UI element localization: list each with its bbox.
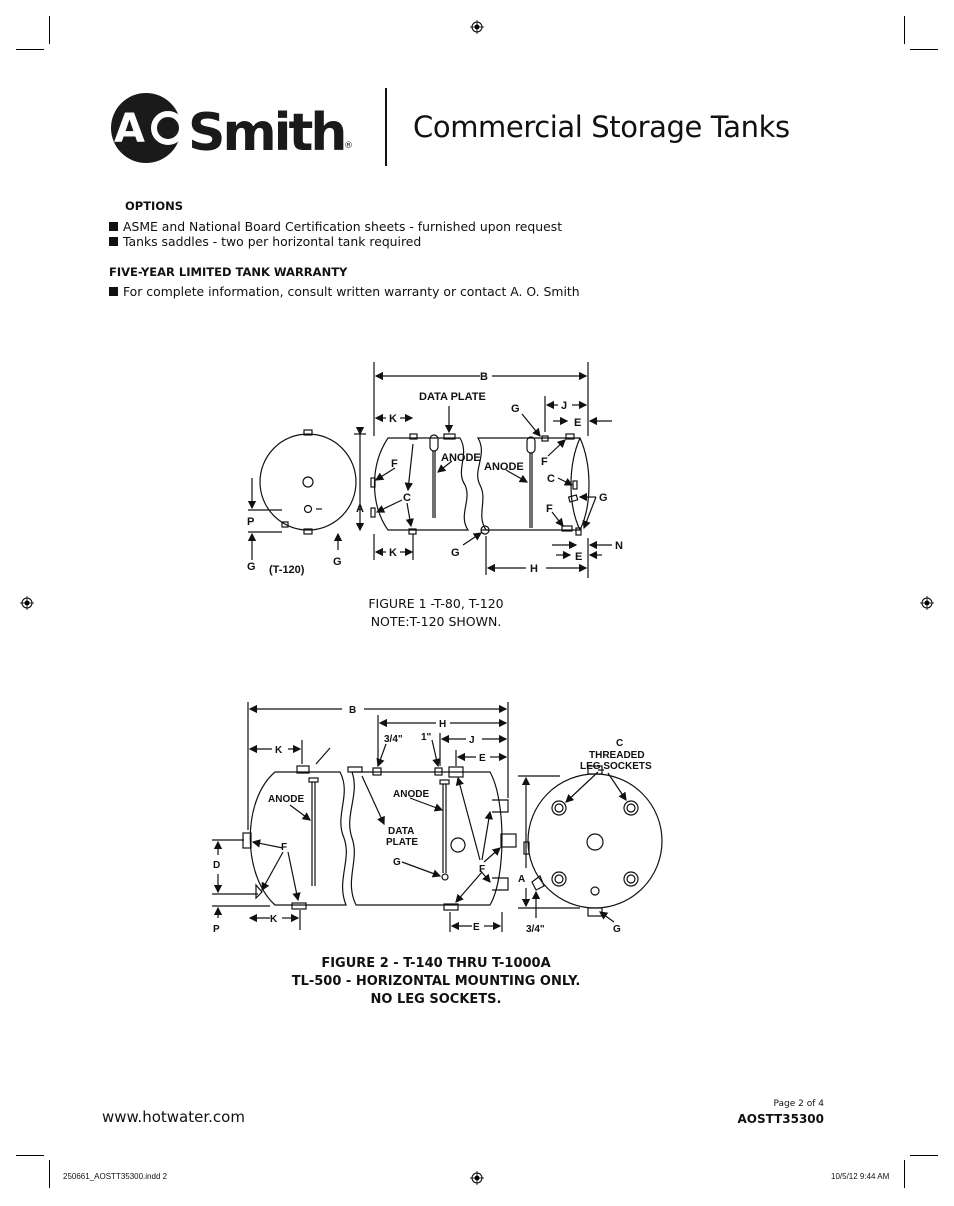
footer-document-id: AOSTT35300: [737, 1112, 824, 1126]
crop-mark: [904, 1160, 905, 1188]
figure-1-diagram: [238, 358, 648, 580]
fig1-label-g: G: [333, 556, 342, 568]
fig1-label-f: F: [541, 456, 548, 468]
fig1-label-f: F: [546, 503, 553, 515]
figure-2-caption: [250, 955, 622, 1009]
fig2-label-threaded: THREADED: [589, 750, 645, 761]
fig2-label-1in: 1": [421, 732, 432, 743]
crop-mark: [49, 1160, 50, 1188]
figure-2-diagram: [205, 700, 670, 940]
fig1-label-k: K: [389, 547, 397, 559]
fig2-label-k: K: [270, 914, 278, 925]
page-title: Commercial Storage Tanks: [413, 110, 790, 144]
fig2-label-anode: ANODE: [393, 789, 430, 800]
warranty-heading: FIVE-YEAR LIMITED TANK WARRANTY: [109, 265, 348, 279]
crop-mark: [904, 16, 905, 44]
fig1-label-b: B: [480, 371, 488, 383]
fig2-label-c: C: [616, 738, 624, 749]
fig1-label-anode: ANODE: [441, 452, 481, 464]
registration-mark-icon: [470, 20, 484, 34]
footer-website-link[interactable]: www.hotwater.com: [102, 1108, 245, 1126]
options-item: Tanks saddles - two per horizontal tank required: [109, 234, 421, 249]
fig1-label-n: N: [615, 540, 623, 552]
figure-2-caption-line: NO LEG SOCKETS.: [370, 992, 502, 1007]
figure-1-caption: [300, 595, 572, 631]
header-divider: [385, 88, 387, 166]
fig2-label-f: F: [281, 842, 288, 853]
fig1-label-g: G: [451, 547, 460, 559]
fig2-label-f: F: [479, 864, 486, 875]
crop-mark: [910, 49, 938, 50]
fig2-label-b: B: [349, 705, 357, 716]
fig1-label-p: P: [247, 516, 255, 528]
fig2-label-g: G: [613, 924, 621, 935]
svg-text:A: A: [114, 106, 145, 152]
svg-text:Smith: Smith: [188, 103, 345, 163]
fig1-label-e: E: [574, 417, 582, 429]
options-heading: OPTIONS: [125, 199, 184, 213]
registration-mark-icon: [470, 1171, 484, 1185]
registration-mark-icon: [20, 596, 34, 610]
fig2-label-g: G: [393, 857, 401, 868]
fig2-label-k: K: [275, 745, 283, 756]
crop-mark: [16, 49, 44, 50]
fig2-label-j: J: [469, 735, 475, 746]
fig2-label-e: E: [479, 753, 486, 764]
fig1-label-k: K: [389, 413, 397, 425]
fig2-label-d: D: [213, 860, 221, 871]
fig2-label-3-4: 3/4": [384, 734, 403, 745]
figure-1-caption-line: NOTE:T-120 SHOWN.: [370, 614, 502, 629]
fig1-label-g: G: [247, 561, 256, 573]
crop-mark: [49, 16, 50, 44]
fig2-label-3-4: 3/4": [526, 924, 545, 935]
slug-timestamp: 10/5/12 9:44 AM: [831, 1172, 890, 1181]
fig1-label-g: G: [511, 403, 520, 415]
crop-mark: [910, 1155, 938, 1156]
fig2-label-p: P: [213, 924, 220, 935]
fig2-label-data: DATA: [388, 826, 415, 837]
footer-page-number: Page 2 of 4: [773, 1099, 824, 1109]
fig1-label-h: H: [530, 563, 538, 575]
fig1-label-t120: (T-120): [269, 564, 305, 576]
fig1-label-anode: ANODE: [484, 461, 524, 473]
fig1-label-c: C: [403, 492, 411, 504]
figure-1-caption-line: FIGURE 1 -T-80, T-120: [368, 596, 504, 611]
fig1-label-f: F: [391, 458, 398, 470]
crop-mark: [16, 1155, 44, 1156]
fig1-label-a: A: [356, 503, 364, 515]
figure-2-caption-line: TL-500 - HORIZONTAL MOUNTING ONLY.: [291, 974, 581, 989]
ao-smith-logo: [108, 92, 358, 164]
fig2-label-a: A: [518, 874, 526, 885]
registration-mark-icon: [920, 596, 934, 610]
figure-2-caption-line: FIGURE 2 - T-140 THRU T-1000A: [321, 956, 551, 971]
slug-file-info: 250661_AOSTT35300.indd 2: [63, 1172, 168, 1181]
fig1-label-g: G: [599, 492, 608, 504]
fig2-label-leg-sockets: LEG SOCKETS: [580, 761, 652, 772]
fig1-label-e: E: [575, 551, 583, 563]
fig2-label-h: H: [439, 719, 447, 730]
options-item: ASME and National Board Certification sheets - furnished upon request: [109, 219, 562, 234]
registered-mark: ®: [344, 141, 353, 151]
fig1-label-c: C: [547, 473, 555, 485]
fig2-label-plate: PLATE: [386, 837, 419, 848]
fig2-label-anode: ANODE: [268, 794, 305, 805]
warranty-item: For complete information, consult written warranty or contact A. O. Smith: [109, 284, 580, 299]
fig2-label-e: E: [473, 922, 480, 933]
fig1-label-j: J: [561, 400, 568, 412]
fig1-label-data-plate: DATA PLATE: [419, 391, 486, 403]
